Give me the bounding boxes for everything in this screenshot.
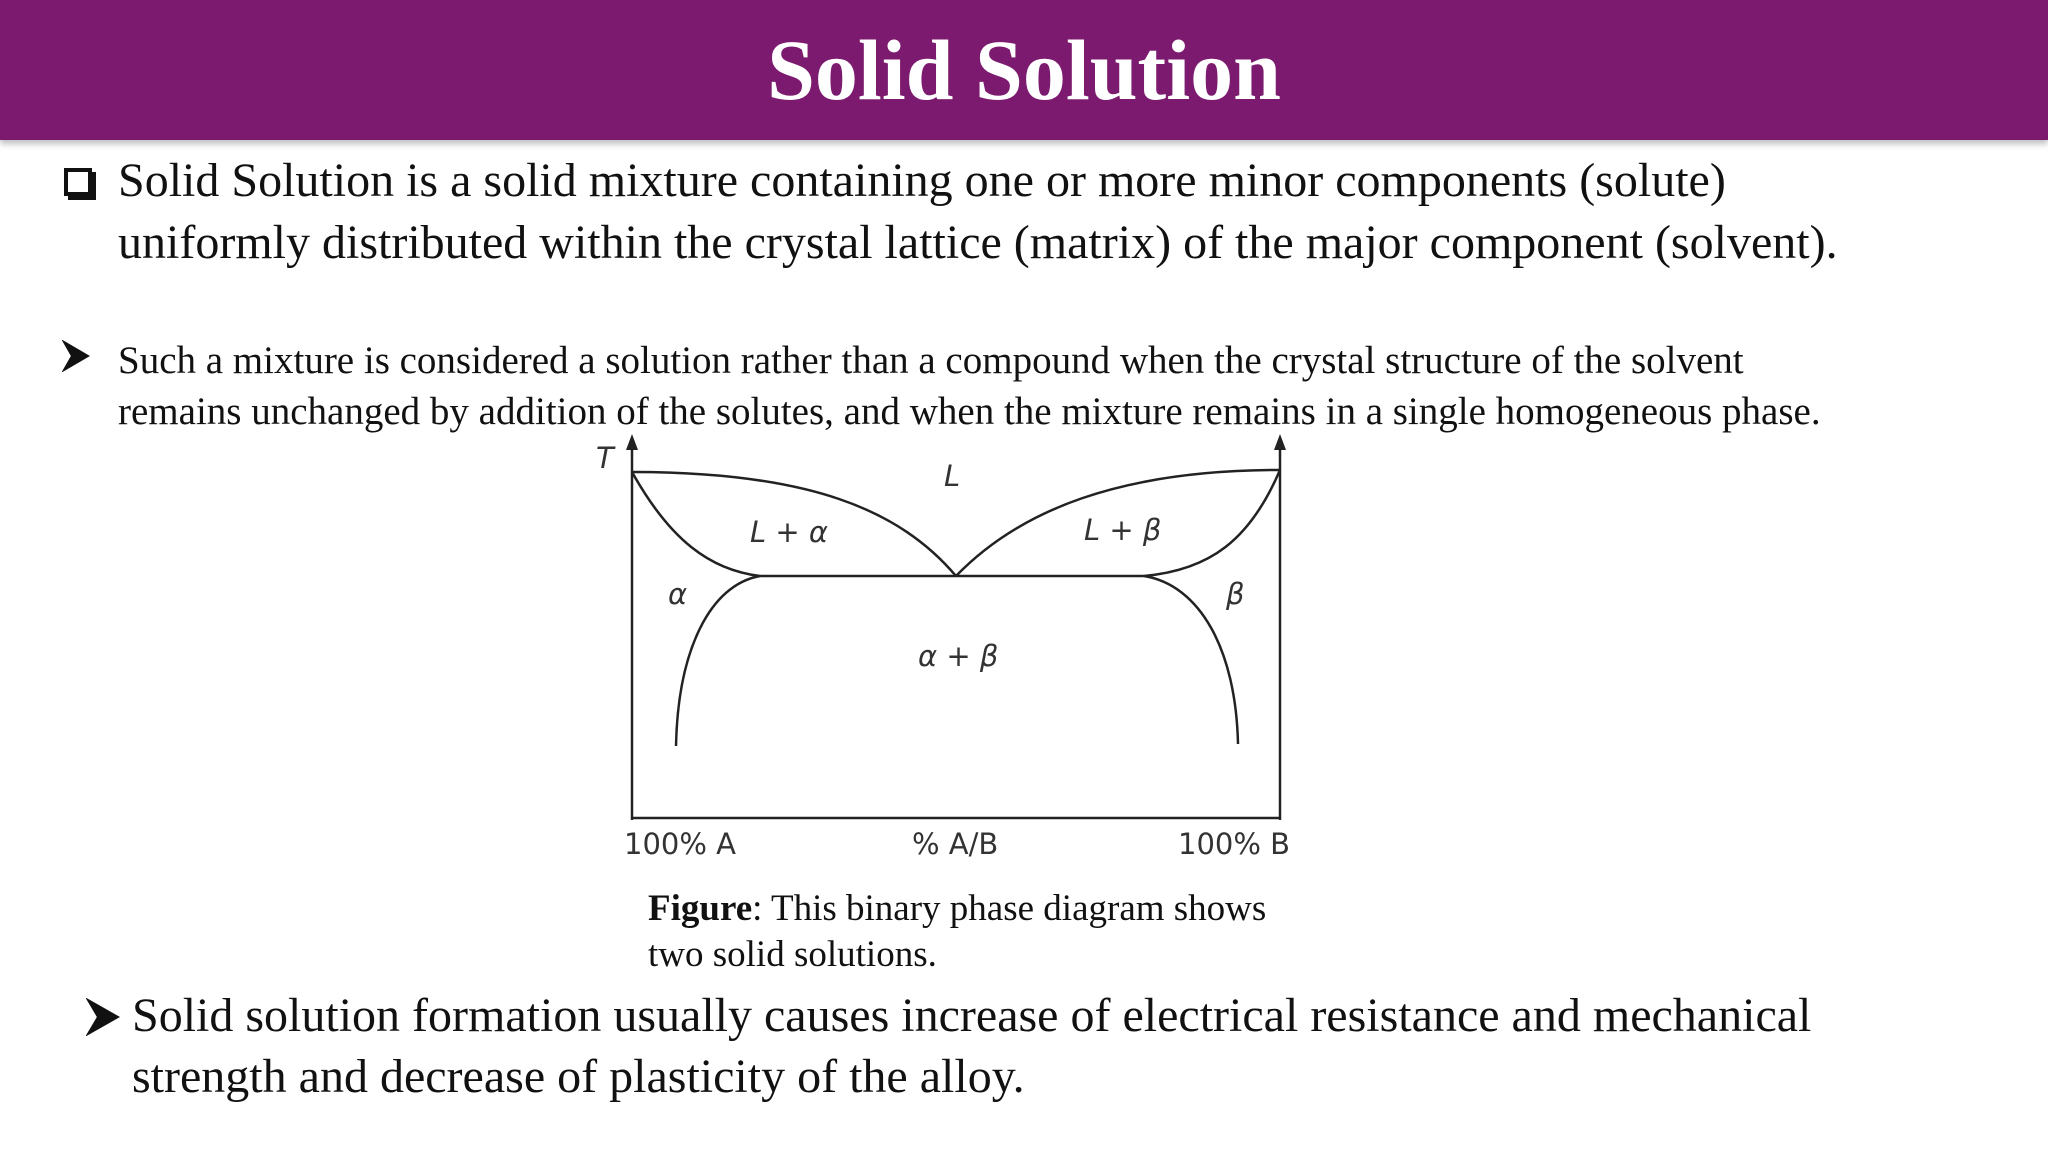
solvus-left <box>676 576 760 746</box>
axis-y-label: T <box>596 441 614 475</box>
condition-line-1: Such a mixture is considered a solution rather than a compound when the crystal structure of the solvent <box>118 339 1744 382</box>
caption-line-2: two solid solutions. <box>648 934 937 975</box>
region-beta-label: β <box>1226 577 1245 611</box>
solidus-right <box>1144 470 1280 576</box>
definition-line-1: Solid Solution is a solid mixture containing one or more minor components (solute) <box>118 154 1726 207</box>
effect-line-1: Solid solution formation usually causes increase of electrical resistance and mechanical <box>132 989 1812 1042</box>
title-bar <box>0 0 2048 140</box>
x-right-label: 100% B <box>1178 827 1291 861</box>
region-alpha-beta-label: α + β <box>918 639 999 673</box>
y-axis-arrow-right <box>1274 434 1286 450</box>
x-left-label: 100% A <box>624 827 736 861</box>
region-alpha-label: α <box>668 577 688 611</box>
caption-line-1-text: : This binary phase diagram shows <box>752 888 1267 929</box>
y-axis-arrow-left <box>626 434 638 450</box>
condition-line-2: remains unchanged by addition of the solutes, and when the mixture remains in a single homogeneous phase. <box>118 390 1821 433</box>
caption-line-1 <box>648 886 1328 932</box>
solidus-left <box>632 472 760 576</box>
effect-line-2: strength and decrease of plasticity of the alloy. <box>132 1050 1025 1103</box>
x-mid-label: % A/B <box>912 827 999 861</box>
region-liquid-beta-label: L + β <box>1084 513 1162 547</box>
solvus-right <box>1144 576 1238 744</box>
binary-phase-diagram <box>560 420 1330 880</box>
caption-bold-label: Figure <box>648 888 753 929</box>
region-liquid-alpha-label: L + α <box>750 515 829 549</box>
hollow-square-bullet-icon <box>64 168 92 196</box>
figure-caption <box>648 886 1328 978</box>
page-title: Solid Solution <box>767 22 1281 118</box>
region-liquid-label: L <box>944 459 961 493</box>
definition-line-2: uniformly distributed within the crystal lattice (matrix) of the major component (solvent). <box>118 216 1838 269</box>
arrowhead-bullet-icon <box>86 998 120 1040</box>
arrowhead-bullet-icon <box>62 340 90 376</box>
